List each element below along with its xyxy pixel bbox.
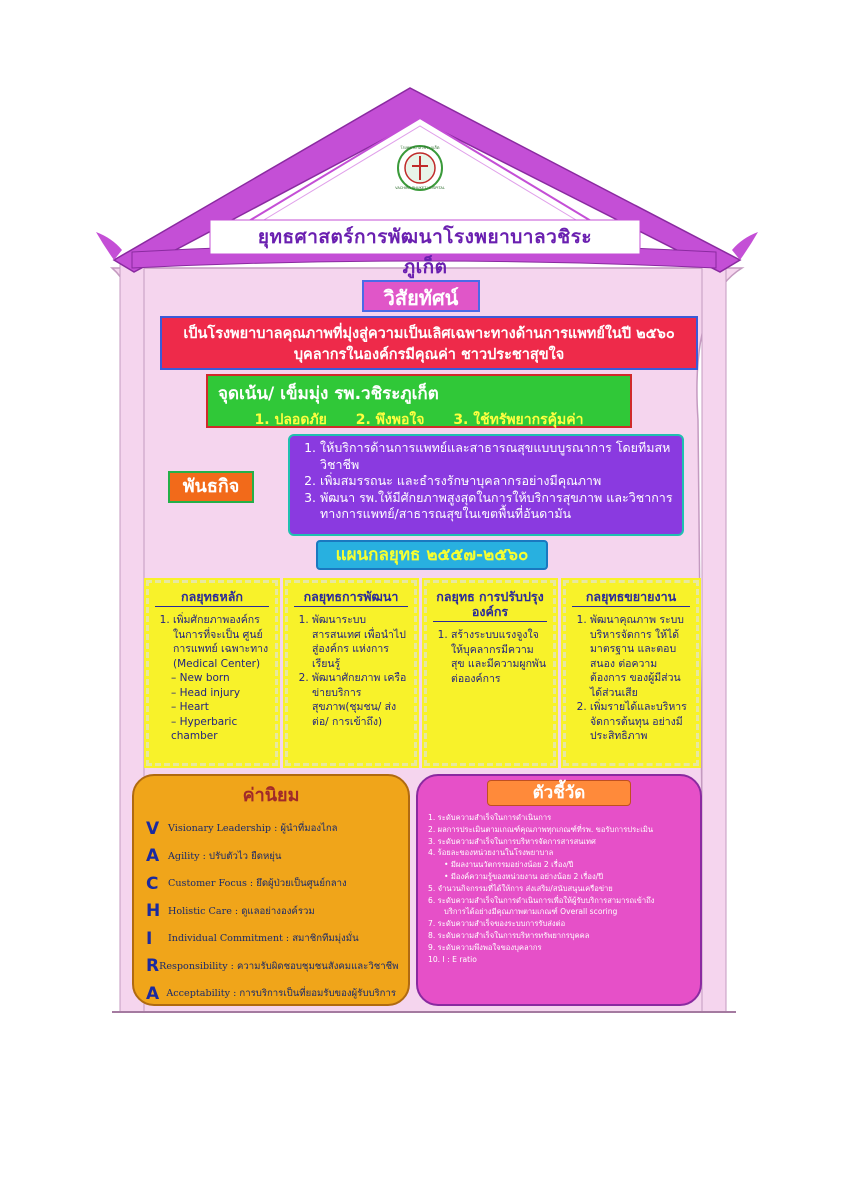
strategic-plan-label: แผนกลยุทธ ๒๕๕๗-๒๕๖๐ bbox=[316, 540, 548, 570]
vision-line-2: บุคลากรในองค์กรมีคุณค่า ชาวประชาสุขใจ bbox=[293, 347, 565, 363]
value-letter: R bbox=[146, 956, 160, 977]
kpi-item: 3. ระดับความสำเร็จในการบริหารจัดการสารสนเทศ bbox=[428, 836, 596, 846]
strategy-subitem: – New born bbox=[171, 671, 269, 686]
focus-items bbox=[218, 409, 620, 431]
logo-text-top: โรงพยาบาลวชิระภูเก็ต bbox=[400, 145, 440, 150]
strategy-item: 1. เพิ่มศักยภาพองค์กร ในการที่จะเป็น ศูนย์การแพทย์ เฉพาะทาง (Medical Center) bbox=[173, 613, 269, 671]
value-text: Responsibility : ความรับผิดชอบชุมชนสังคมและวิชาชีพ bbox=[159, 960, 399, 972]
kpi-item-continued: บริการได้อย่างมีคุณภาพตามเกณฑ์ Overall scoring bbox=[444, 907, 618, 917]
strategy-subitem: – Heart bbox=[171, 700, 269, 715]
strategy-item: 1. สร้างระบบแรงจูงใจ ให้บุคลากรมีความสุข และมีความผูกพัน ต่อองค์การ bbox=[451, 628, 547, 686]
value-letter: V bbox=[146, 818, 160, 839]
kpi-title: ตัวชี้วัด bbox=[487, 780, 631, 806]
kpi-panel bbox=[416, 774, 702, 1006]
focus-title: จุดเน้น/ เข็มมุ่ง รพ.วชิระภูเก็ต bbox=[218, 384, 439, 404]
value-row bbox=[146, 925, 396, 953]
strategy-item: 2. เพิ่มรายได้และบริหาร จัดการต้นทุน อย่างมีประสิทธิภาพ bbox=[590, 700, 690, 744]
value-text: Visionary Leadership : ผู้นำที่มองไกล bbox=[168, 823, 338, 835]
logo-text-bottom: VACHIRA PHUKET HOSPITAL bbox=[395, 186, 445, 190]
value-text: Acceptability : การบริการเป็นที่ยอมรับของผู้รับบริการ bbox=[166, 988, 396, 1000]
mission-label: พันธกิจ bbox=[168, 471, 254, 503]
strategy-card-expansion bbox=[563, 580, 699, 766]
value-letter: I bbox=[146, 928, 153, 949]
vision-statement bbox=[160, 316, 698, 370]
strategy-title: กลยุทธหลัก bbox=[155, 589, 269, 607]
frame-right-column bbox=[702, 262, 726, 1012]
strategy-card-improvement bbox=[424, 580, 556, 766]
value-letter: A bbox=[146, 983, 160, 1004]
values-title: ค่านิยม bbox=[242, 785, 300, 806]
mission-item: 3. พัฒนา รพ.ให้มีศักยภาพสูงสุดในการให้บริการสุขภาพ และวิชาการทางการแพทย์/สาธารณสุขในเขตพื้นที่อันดามัน bbox=[320, 490, 674, 523]
value-text: Holistic Care : ดูแลอย่างองค์รวม bbox=[168, 905, 315, 917]
kpi-item: 10. I : E ratio bbox=[428, 954, 477, 964]
strategy-card-core bbox=[146, 580, 278, 766]
kpi-item: 7. ระดับความสำเร็จของระบบการรับส่งต่อ bbox=[428, 919, 566, 929]
strategy-subitem: – Hyperbaric chamber bbox=[171, 715, 269, 744]
value-letter: C bbox=[146, 873, 159, 894]
strategy-item: 2. พัฒนาศักยภาพ เครือข่ายบริการ สุขภาพ(ชุมชน/ ส่งต่อ/ การเข้าถึง) bbox=[312, 671, 408, 729]
strategy-title: กลยุทธขยายงาน bbox=[572, 589, 690, 607]
strategy-title: กลยุทธ การปรับปรุงองค์กร bbox=[433, 589, 547, 622]
focus-item: 1. ปลอดภัย bbox=[254, 412, 327, 428]
value-row bbox=[146, 980, 396, 1008]
focus-item: 3. ใช้ทรัพยากรคุ้มค่า bbox=[453, 412, 584, 428]
value-text: Customer Focus : ยึดผู้ป่วยเป็นศูนย์กลาง bbox=[168, 878, 347, 890]
kpi-subitem: • มีองค์ความรู้ของหน่วยงาน อย่างน้อย 2 เรื่อง/ปี bbox=[444, 871, 604, 881]
hospital-logo bbox=[398, 146, 442, 190]
kpi-item: 9. ระดับความพึงพอใจของบุคลากร bbox=[428, 942, 542, 952]
strategy-subitem: – Head injury bbox=[171, 686, 269, 701]
strategy-title: กลยุทธการพัฒนา bbox=[294, 589, 408, 607]
kpi-subitem: • มีผลงานนวัตกรรมอย่างน้อย 2 เรื่อง/ปี bbox=[444, 860, 574, 870]
vision-line-1: เป็นโรงพยาบาลคุณภาพที่มุ่งสู่ความเป็นเลิศเฉพาะทางด้านการแพทย์ในปี ๒๕๖๐ bbox=[183, 326, 675, 342]
strategy-item: 1. พัฒนาคุณภาพ ระบบบริหารจัดการ ให้ได้มาตรฐาน และตอบสนอง ต่อความต้องการ ของผู้มีส่วนได้ส่วนเสีย bbox=[590, 613, 690, 700]
roof-finial-right bbox=[732, 232, 758, 260]
strategy-card-development bbox=[285, 580, 417, 766]
value-letter: H bbox=[146, 901, 161, 922]
mission-item: 2. เพิ่มสมรรถนะ และธำรงรักษาบุคลากรอย่างมีคุณภาพ bbox=[320, 473, 674, 490]
focus-item: 2. พึงพอใจ bbox=[355, 412, 425, 428]
mission-panel bbox=[288, 434, 684, 536]
kpi-item: 4. ร้อยละของหน่วยงานในโรงพยาบาล bbox=[428, 848, 554, 858]
value-text: Individual Commitment : สมาชิกทีมมุ่งมั่น bbox=[168, 933, 359, 945]
kpi-item: 8. ระดับความสำเร็จในการบริหารทรัพยากรบุคคล bbox=[428, 930, 590, 940]
focus-panel bbox=[206, 374, 632, 428]
values-panel bbox=[132, 774, 410, 1006]
page-title: ยุทธศาสตร์การพัฒนาโรงพยาบาลวชิระภูเก็ต bbox=[257, 226, 593, 278]
kpi-item: 1. ระดับความสำเร็จในการดำเนินการ bbox=[428, 813, 552, 822]
vision-label: วิสัยทัศน์ bbox=[362, 280, 480, 312]
strategy-item: 1. พัฒนาระบบสารสนเทศ เพื่อนำไปสู่องค์กร แห่งการเรียนรู้ bbox=[312, 613, 408, 671]
value-letter: A bbox=[146, 846, 160, 867]
value-row bbox=[146, 815, 396, 843]
mission-item: 1. ให้บริการด้านการแพทย์และสาธารณสุขแบบบูรณาการ โดยทีมสหวิชาชีพ bbox=[320, 440, 674, 473]
kpi-item: 2. ผลการประเมินตามเกณฑ์คุณภาพทุกเกณฑ์ที่รพ. ขอรับการประเมิน bbox=[428, 824, 654, 834]
value-row bbox=[146, 870, 396, 898]
kpi-item: 6. ระดับความสำเร็จในการดำเนินการเพื่อให้ผู้รับบริการสามารถเข้าถึง bbox=[428, 895, 655, 905]
kpi-item: 5. จำนวนกิจกรรมที่ได้ให้การ ส่งเสริม/สนับสนุนเครือข่าย bbox=[428, 883, 613, 893]
roof-finial-left bbox=[96, 232, 122, 260]
value-text: Agility : ปรับตัวไว ยืดหยุ่น bbox=[168, 850, 282, 862]
value-row bbox=[146, 953, 399, 981]
value-row bbox=[146, 898, 396, 926]
value-row bbox=[146, 843, 396, 871]
